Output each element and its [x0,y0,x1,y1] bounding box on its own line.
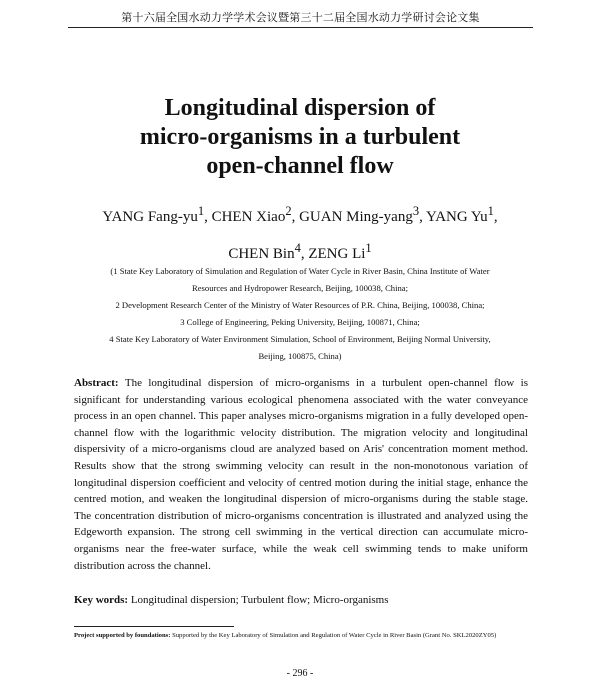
affiliation-line: 3 College of Engineering, Peking University, Beijing, 100871, China; [180,317,420,327]
footnote-text: Supported by the Key Laboratory of Simulation and Regulation of Water Cycle in River Basin (Grant No. SKL2020ZY05) [172,632,497,639]
affiliation-line: Beijing, 100875, China) [258,351,342,361]
title-line: micro-organisms in a turbulent [139,124,461,150]
author-name: GUAN Ming-yang [299,209,413,225]
author-name: CHEN Bin [228,246,295,262]
author-affiliation-mark: 4 [294,241,301,255]
keywords-text: Longitudinal dispersion; Turbulent flow; Micro-organisms [130,594,389,606]
author-affiliation-mark: 3 [412,204,420,218]
author-name: ZENG Li [308,246,366,262]
footnote-label: Project supported by foundations: [74,632,171,639]
author-name: YANG Yu [426,209,488,225]
author-line: YANG Fang-$yu^1$, CHEN Xiao$^2$, GUAN Ming-yang$^3$, YANG Yu$^1$, [102,204,498,225]
abstract-label: Abstract: [74,377,119,389]
affiliation-line: (1 State Key Laboratory of Simulation and Regulation of Water Cycle in River Basin, China Institute of Water [110,266,490,276]
page-number: - 296 - [286,668,314,679]
author-list [60,196,540,270]
abstract-text: The longitudinal dispersion of micro-organisms in a turbulent open-channel flow is significant for understanding various ecological phenomena associated with the water conveyance process in an open channel. This paper analyses micro-organisms migration in a fully developed open-channel flow with the logarithmic velocity distribution. The migration velocity and longitudinal dispersivity of a micro-organisms cloud are analyzed based on Aris' concentration moment method. Results show that the strong swimming velocity can result in the non-monotonous variation of longitudinal dispersion coefficient and velocity of centred motion during the initial stage, enhance the centred motion, and weaken the longitudinal dispersion of micro-organisms during the stable stage. The concentration distribution of micro-organisms concentration is illustrated and analyzed using the Edgeworth expansion. The strong cell swimming in the vertical direction can accumulate micro-organisms near the free-water surface, while the weak cell swimming tends to make uniform distribution across the channel. [74,377,528,572]
affiliation-line: Resources and Hydropower Research, Beijing, 100038, China; [192,283,408,293]
author-line: CHEN Bin$^4$, ZENG Li$^1$ [228,241,372,262]
abstract [74,375,528,574]
footnote-rule [74,626,234,627]
author-name: YANG Fang-yu [102,209,198,225]
title-line: open-channel flow [206,153,394,179]
affiliations [72,263,528,365]
funding-footnote [74,631,528,640]
author-affiliation-mark: 1 [197,204,205,218]
affiliation-line: 4 State Key Laboratory of Water Environment Simulation, School of Environment, Beijing Normal University, [109,334,491,344]
affiliation-line: 2 Development Research Center of the Ministry of Water Resources of P.R. China, Beijing, 100038, China; [115,300,485,310]
title-line: Longitudinal dispersion of [164,95,436,121]
keywords [74,592,528,608]
author-affiliation-mark: 1 [487,204,494,218]
header-rule [68,27,533,28]
author-name: CHEN Xiao [211,209,286,225]
running-header: 第十六届全国水动力学学术会议暨第三十二届全国水动力学研讨会论文集 [121,11,480,24]
keywords-label: Key words: [74,594,129,606]
paper-title [70,94,530,181]
author-affiliation-mark: 1 [365,241,372,255]
author-affiliation-mark: 2 [285,204,292,218]
